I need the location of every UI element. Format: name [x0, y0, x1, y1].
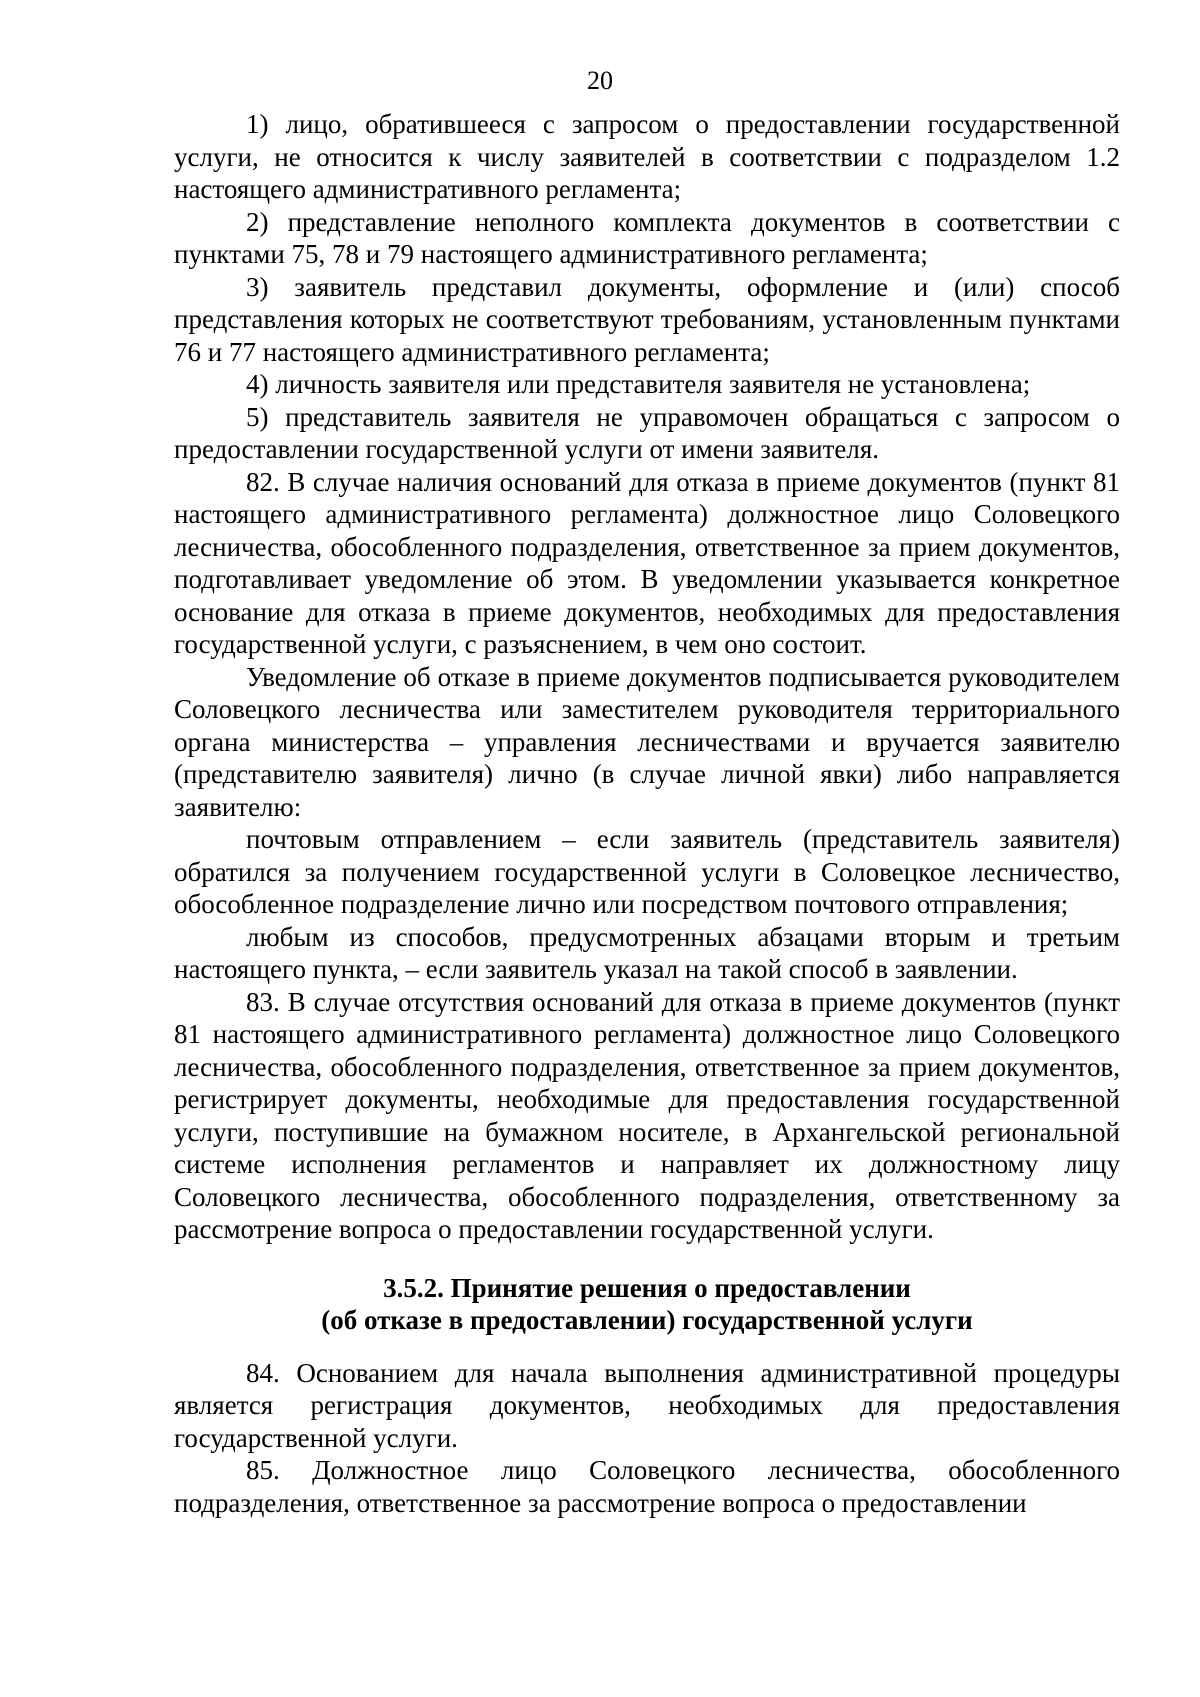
paragraph-postal: почтовым отправлением – если заявитель (представитель заявителя) обратился за получением государственной услуги в Соловецкое лесничество, обособленное подразделение лично или посредством почтового отправления;	[174, 824, 1120, 919]
paragraph-item-3: 3) заявитель представил документы, оформление и (или) способ представления которых не соответствуют требованиям, установленным пунктами 76 и 77 настоящего административного регламента;	[174, 271, 1120, 367]
paragraph-item-1: 1) лицо, обратившееся с запросом о предоставлении государственной услуги, не относится к числу заявителей в соответствии с подразделом 1.2 настоящего административного регламента;	[174, 109, 1120, 204]
section-heading-line-1: 3.5.2. Принятие решения о предоставлении	[383, 1272, 911, 1303]
paragraph-85: 85. Должностное лицо Соловецкого лесничества, обособленного подразделения, ответственное за рассмотрение вопроса о предоставлении	[174, 1455, 1120, 1518]
paragraph-notice: Уведомление об отказе в приеме документов подписывается руководителем Соловецкого лесничества или заместителем руководителя территориального органа министерства – управления лесничествами и вручается заявителю (представителю заявителя) лично (в случае личной явки) либо направляется заявителю:	[174, 661, 1120, 822]
paragraph-any-method: любым из способов, предусмотренных абзацами вторым и третьим настоящего пункта, – если заявитель указал на такой способ в заявлении.	[174, 921, 1120, 984]
section-heading	[174, 1272, 1120, 1337]
paragraph-83: 83. В случае отсутствия оснований для отказа в приеме документов (пункт 81 настоящего административного регламента) должностное лицо Соловецкого лесничества, обособленного подразделения, ответственное за прием документов, регистрирует документы, необходимые для предоставления государственной услуги, поступившие на бумажном носителе, в Архангельской региональной системе исполнения регламентов и направляет их должностному лицу Соловецкого лесничества, обособленного подразделения, ответственному за рассмотрение вопроса о предоставлении государственной услуги.	[174, 986, 1120, 1244]
page-number: 20	[587, 66, 613, 95]
paragraph-item-4: 4) личность заявителя или представителя заявителя не установлена;	[246, 369, 1031, 399]
document-body	[174, 108, 1120, 1519]
paragraph-item-2: 2) представление неполного комплекта документов в соответствии с пунктами 75, 78 и 79 настоящего административного регламента;	[174, 206, 1120, 269]
section-heading-line-2: (об отказе в предоставлении) государственной услуги	[321, 1305, 973, 1335]
paragraph-84: 84. Основанием для начала выполнения административной процедуры является регистрация документов, необходимых для предоставления государственной услуги.	[174, 1357, 1120, 1453]
paragraph-82: 82. В случае наличия оснований для отказа в приеме документов (пункт 81 настоящего административного регламента) должностное лицо Соловецкого лесничества, обособленного подразделения, ответственное за прием документов, подготавливает уведомление об этом. В уведомлении указывается конкретное основание для отказа в приеме документов, необходимых для предоставления государственной услуги, с разъяснением, в чем оно состоит.	[174, 466, 1120, 659]
paragraph-item-5: 5) представитель заявителя не управомочен обращаться с запросом о предоставлении государственной услуги от имени заявителя.	[174, 401, 1120, 464]
